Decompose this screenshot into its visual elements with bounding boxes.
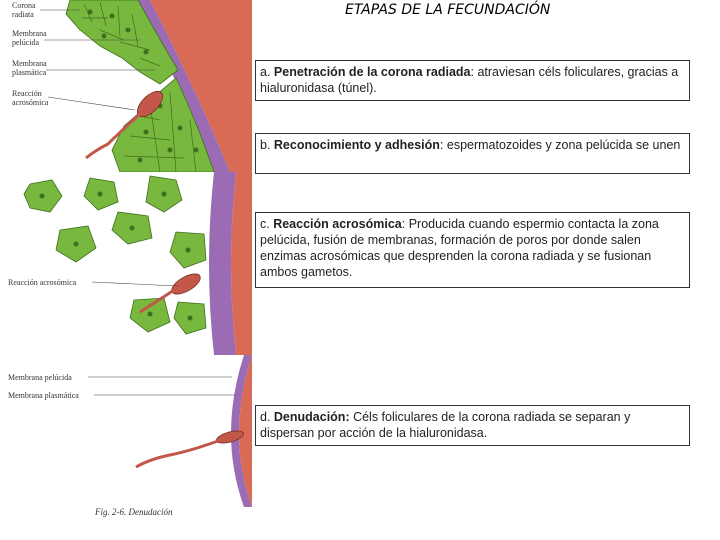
label-leader-line xyxy=(92,282,178,286)
label-reaccion: Reacción xyxy=(12,89,42,98)
label-pelucida: pelúcida xyxy=(12,38,40,47)
step-a-description: : atraviesan céls foliculares, gracias a hialuronidasa (túnel). xyxy=(260,65,679,95)
step-d-prefix: d. xyxy=(260,410,274,424)
step-c-description: : Producida cuando espermio contacta la zona pelúcida, fusión de membranas, formación de poros por donde salen enzimas acrosómicas que desprenden la corona radiada y se fusionan ambos gametos. xyxy=(260,217,659,279)
panel-penetration-illustration xyxy=(0,0,252,172)
dispersing-corona-cells xyxy=(24,176,206,334)
slide-title: ETAPAS DE LA FECUNDACIÓN xyxy=(345,2,551,18)
step-b-description: : espermatozoides y zona pelúcida se unen xyxy=(439,138,681,152)
ooplasm-region xyxy=(231,172,252,355)
step-b-term: Reconocimiento y adhesión xyxy=(273,138,440,152)
step-c-box xyxy=(255,212,690,288)
step-b-box xyxy=(255,133,690,174)
step-c-term: Reacción acrosómica xyxy=(273,217,402,231)
cell-nuclei xyxy=(40,192,193,321)
label-membrana-plasmatica: Membrana plasmática xyxy=(8,391,79,400)
fertilization-illustration xyxy=(0,0,252,520)
label-leader-lines xyxy=(88,377,236,395)
step-d-description: Céls foliculares de la corona radiada se separan y dispersan por acción de la hialuronidasa. xyxy=(260,410,631,440)
sperm-head xyxy=(169,270,204,298)
step-c-prefix: c. xyxy=(260,217,274,231)
step-d-box xyxy=(255,405,690,446)
sperm-tail xyxy=(136,441,218,467)
step-b-prefix: b. xyxy=(260,138,274,152)
step-d-term: Denudación: xyxy=(273,410,350,424)
label-corona: Corona xyxy=(12,1,36,10)
label-membrana-1: Membrana xyxy=(12,29,47,38)
label-reaccion-acrosomica: Reacción acrosómica xyxy=(8,278,77,287)
label-acrosomica: acrosómica xyxy=(12,98,49,107)
panel-denudation-illustration xyxy=(0,355,252,520)
figure-caption: Fig. 2-6. Denudación xyxy=(95,507,173,517)
label-plasmatica: plasmática xyxy=(12,68,47,77)
step-a-prefix: a. xyxy=(260,65,274,79)
step-a-box xyxy=(255,60,690,101)
step-a-term: Penetración de la corona radiada xyxy=(273,65,471,79)
panel-acrosome-reaction-illustration xyxy=(0,172,252,355)
label-membrana-2: Membrana xyxy=(12,59,47,68)
label-membrana-pelucida: Membrana pelúcida xyxy=(8,373,72,382)
label-radiata: radiata xyxy=(12,10,34,19)
